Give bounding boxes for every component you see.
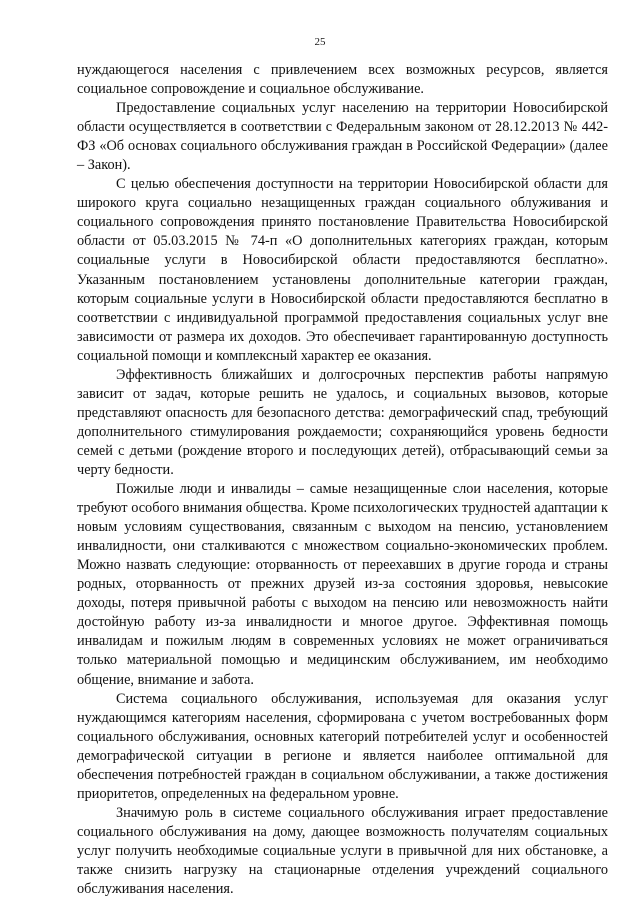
paragraph-accessibility: С целью обеспечения доступности на территории Новосибирской области для широкого круга социально незащищенных граждан социального облуживания и социального сопровождения принято постановление Правительства Новосибирской области от 05.03.2015 № 74-п «О дополнительных категориях граждан, которым социальные услуги в Новосибирской области предоставляются бесплатно». Указанным постановлением установлены дополнительные категории граждан, которым социальные услуги в Новосибирской области предоставляются бесплатно в соответствии с индивидуальной программой предоставления социальных услуг вне зависимости от размера их доходов. Это обеспечивает гарантированную доступность социальной помощи и комплексный характер ее оказания.	[77, 176, 608, 364]
paragraph-continuation: нуждающегося населения с привлечением всех возможных ресурсов, является социальное сопровождение и социальное обслуживание.	[77, 62, 608, 98]
paragraph-elderly-disabled: Пожилые люди и инвалиды – самые незащищенные слои населения, которые требуют особого внимания общества. Кроме психологических трудностей адаптации к новым условиям существования, связанным с выходом на пенсию, установлением инвалидности, они сталкиваются с множеством социально-экономических проблем. Можно назвать следующие: оторванность от переехавших в другие города и страны родных, оторванность от прежних друзей из-за состояния здоровья, невысокие доходы, потеря привычной работы с выходом на пенсию или невозможность найти достойную работу из-за инвалидности и многое другое. Эффективная помощь инвалидам и пожилым людям в современных условиях не может ограничиваться только материальной помощью и медицинским обслуживанием, им необходимо общение, внимание и забота.	[77, 481, 608, 688]
page-number: 25	[314, 36, 326, 48]
paragraph-social-system: Система социального обслуживания, используемая для оказания услуг нуждающимся категориям населения, сформирована с учетом востребованных форм социального обслуживания, основных категорий потребителей услуг и особенностей демографической ситуации в регионе и является наиболее оптимальной для обеспечения потребностей граждан в социальном обслуживании, а также достижения приоритетов, определенных на федеральном уровне.	[77, 690, 608, 802]
document-body	[77, 61, 608, 899]
paragraph-legal-basis: Предоставление социальных услуг населению на территории Новосибирской области осуществляется в соответствии с Федеральным законом от 28.12.2013 № 442-ФЗ «Об основах социального обслуживания граждан в Российской Федерации» (далее – Закон).	[77, 100, 608, 174]
paragraph-home-service: Значимую роль в системе социального обслуживания играет предоставление социального обслуживания на дому, дающее возможность получателям социальных услуг получить необходимые социальные услуги в привычной для них обстановке, а также снизить нагрузку на стационарные отделения учреждений социального обслуживания населения.	[77, 804, 608, 898]
paragraph-effectiveness: Эффективность ближайших и долгосрочных перспектив работы напрямую зависит от задач, которые решить не удалось, и социальных вызовов, которые представляют опасность для безопасного детства: демографический спад, требующий дополнительного стимулирования рождаемости; сохраняющийся уровень бедности семей с детьми (рождение второго и последующих детей), отбрасывающий семьи за черту бедности.	[77, 366, 608, 478]
